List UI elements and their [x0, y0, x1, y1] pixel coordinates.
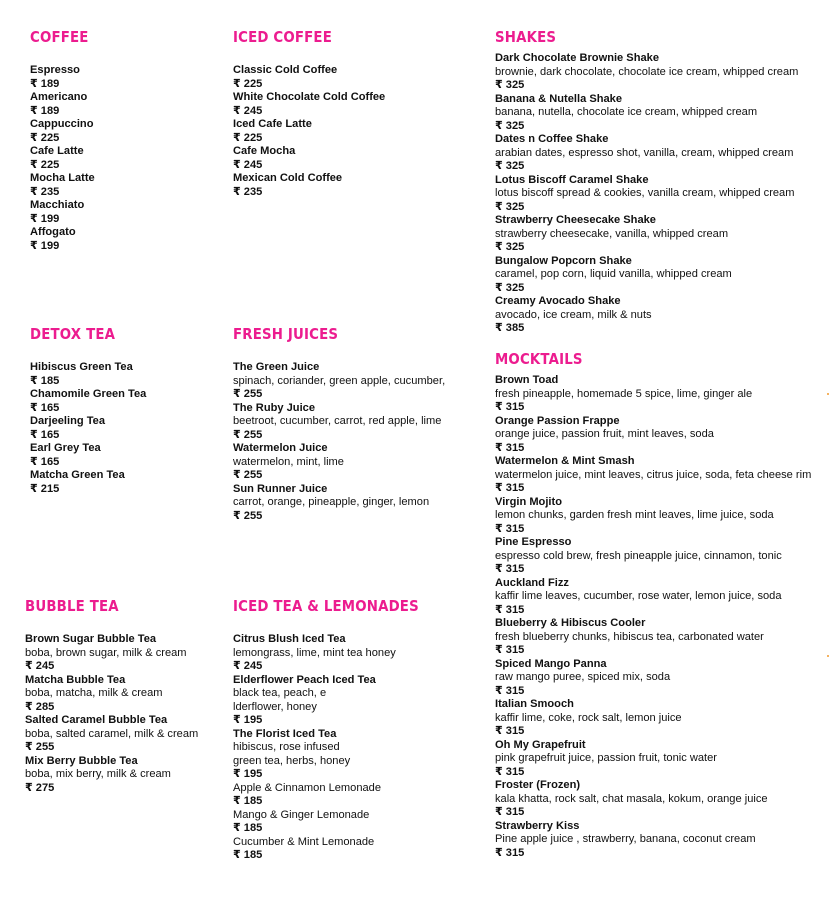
item-name: Sun Runner Juice: [233, 482, 328, 495]
item-name: Oh My Grapefruit: [495, 738, 586, 751]
menu-item: [233, 361, 445, 402]
item-price: ₹ 315: [495, 644, 525, 656]
item-list: [233, 64, 385, 199]
item-name: Citrus Blush Iced Tea: [233, 633, 346, 645]
item-description: boba, salted caramel, milk & cream: [25, 727, 199, 740]
item-name: Cappuccino: [30, 118, 94, 130]
item-name: Blueberry & Hibiscus Cooler: [495, 617, 646, 629]
item-name: Bungalow Popcorn Shake: [495, 254, 632, 267]
section-mocktails: [495, 350, 811, 860]
item-price: ₹ 199: [30, 212, 60, 225]
item-name: Salted Caramel Bubble Tea: [25, 714, 168, 726]
item-price: ₹ 195: [233, 714, 263, 726]
item-name: Elderflower Peach Iced Tea: [233, 673, 376, 686]
menu-item: [30, 172, 98, 199]
item-name: Hibiscus Green Tea: [30, 361, 133, 373]
item-description: raw mango puree, spiced mix, soda: [495, 671, 671, 683]
item-description: fresh pineapple, homemade 5 spice, lime, ginger ale: [495, 387, 753, 400]
item-price: ₹ 245: [233, 158, 263, 171]
item-price: ₹ 315: [495, 765, 525, 778]
menu-item: [495, 133, 798, 174]
item-description: boba, mix berry, milk & cream: [25, 768, 171, 780]
item-price: ₹ 165: [30, 428, 60, 441]
item-price: ₹ 315: [495, 603, 525, 616]
menu-item: [495, 658, 811, 699]
item-name: Apple & Cinnamon Lemonade: [233, 781, 382, 794]
item-description: green tea, herbs, honey: [233, 754, 351, 767]
menu-item: [30, 118, 98, 145]
menu-item: [25, 755, 198, 796]
item-name: Auckland Fizz: [495, 576, 569, 589]
menu-item: [25, 714, 198, 755]
item-name: Brown Sugar Bubble Tea: [25, 633, 157, 645]
menu-item: [233, 145, 385, 172]
menu-item: [495, 93, 798, 134]
item-name: Matcha Green Tea: [30, 469, 125, 481]
menu-item: [233, 402, 445, 443]
item-price: ₹ 315: [495, 846, 525, 859]
item-price: ₹ 245: [25, 660, 55, 672]
menu-item: [233, 809, 449, 836]
item-price: ₹ 185: [233, 795, 263, 807]
menu-item: [495, 255, 798, 296]
item-price: ₹ 225: [233, 131, 263, 144]
section-title: BUBBLE TEA: [25, 597, 119, 615]
edge-dot: [827, 393, 829, 395]
menu-item: [30, 361, 146, 388]
item-name: Mexican Cold Coffee: [233, 172, 343, 184]
item-price: ₹ 255: [25, 741, 55, 753]
menu-item: [233, 483, 445, 524]
item-price: ₹ 325: [495, 119, 525, 132]
item-price: ₹ 315: [495, 806, 525, 818]
item-price: ₹ 225: [30, 131, 60, 144]
menu-item: [495, 820, 811, 861]
item-description: pink grapefruit juice, passion fruit, tonic water: [495, 752, 717, 764]
item-price: ₹ 165: [30, 455, 60, 468]
item-name: Cafe Latte: [30, 145, 84, 157]
item-name: Matcha Bubble Tea: [25, 673, 126, 686]
item-name: Mix Berry Bubble Tea: [25, 754, 138, 767]
section-title: FRESH JUICES: [233, 325, 339, 343]
item-price: ₹ 315: [495, 482, 525, 494]
menu-item: [495, 698, 811, 739]
item-name: Earl Grey Tea: [30, 442, 101, 454]
item-list: [495, 52, 798, 336]
item-description: lotus biscoff spread & cookies, vanilla cream, whipped cream: [495, 187, 795, 199]
item-name: Strawberry Kiss: [495, 819, 580, 832]
item-list: [233, 633, 449, 863]
item-list: [233, 361, 445, 523]
menu-item: [495, 295, 798, 336]
item-price: ₹ 315: [495, 401, 525, 413]
item-name: Watermelon Juice: [233, 442, 328, 454]
item-price: ₹ 235: [30, 185, 60, 198]
menu-item: [30, 442, 146, 469]
item-description: watermelon juice, mint leaves, citrus juice, soda, feta cheese rim: [495, 468, 812, 481]
item-name: Lotus Biscoff Caramel Shake: [495, 173, 649, 186]
item-description: kaffir lime leaves, cucumber, rose water, lemon juice, soda: [495, 590, 782, 602]
item-price: ₹ 215: [30, 482, 60, 495]
item-price: ₹ 185: [233, 849, 263, 861]
item-list: [25, 633, 198, 795]
menu-item: [495, 779, 811, 820]
item-description: lderflower, honey: [233, 700, 317, 713]
item-description: espresso cold brew, fresh pineapple juice, cinnamon, tonic: [495, 549, 782, 562]
item-name: Virgin Mojito: [495, 495, 562, 508]
item-name: Orange Passion Frappe: [495, 414, 620, 427]
section-title: SHAKES: [495, 28, 557, 46]
item-price: ₹ 325: [495, 160, 525, 172]
item-price: ₹ 285: [25, 700, 55, 713]
menu-item: [30, 226, 98, 253]
section-iced-tea-lemonades: [233, 597, 449, 863]
section-shakes: [495, 28, 798, 336]
menu-item: [233, 782, 449, 809]
item-price: ₹ 325: [495, 241, 525, 253]
item-name: Strawberry Cheesecake Shake: [495, 214, 656, 226]
menu-item: [495, 374, 811, 415]
item-description: boba, brown sugar, milk & cream: [25, 646, 187, 659]
item-name: Watermelon & Mint Smash: [495, 455, 635, 467]
item-price: ₹ 385: [495, 322, 525, 334]
item-name: Cucumber & Mint Lemonade: [233, 835, 375, 848]
item-price: ₹ 275: [25, 781, 55, 794]
item-description: strawberry cheesecake, vanilla, whipped cream: [495, 227, 729, 240]
menu-item: [495, 739, 811, 780]
item-list: [495, 374, 811, 860]
section-title: MOCKTAILS: [495, 350, 583, 368]
item-name: Dark Chocolate Brownie Shake: [495, 52, 659, 64]
item-price: ₹ 245: [233, 104, 263, 117]
item-price: ₹ 325: [495, 200, 525, 213]
item-list: [30, 361, 146, 496]
menu-item: [495, 536, 811, 577]
item-price: ₹ 189: [30, 104, 60, 117]
item-price: ₹ 315: [495, 522, 525, 535]
item-description: brownie, dark chocolate, chocolate ice cream, whipped cream: [495, 65, 799, 78]
item-description: fresh blueberry chunks, hibiscus tea, carbonated water: [495, 630, 764, 643]
menu-item: [233, 633, 449, 674]
item-description: boba, matcha, milk & cream: [25, 687, 163, 699]
item-price: ₹ 315: [495, 441, 525, 454]
item-name: The Florist Iced Tea: [233, 727, 337, 740]
menu-item: [25, 674, 198, 715]
item-price: ₹ 325: [495, 281, 525, 294]
menu-item: [495, 496, 811, 537]
item-price: ₹ 315: [495, 684, 525, 697]
item-name: Dates n Coffee Shake: [495, 133, 609, 145]
menu-item: [495, 214, 798, 255]
item-name: Classic Cold Coffee: [233, 64, 338, 76]
menu-item: [233, 64, 385, 91]
item-price: ₹ 185: [30, 374, 60, 387]
item-description: caramel, pop corn, liquid vanilla, whipped cream: [495, 268, 732, 280]
item-price: ₹ 255: [233, 469, 263, 481]
item-description: Pine apple juice , strawberry, banana, coconut cream: [495, 833, 756, 845]
menu-item: [233, 91, 385, 118]
menu-item: [495, 52, 798, 93]
item-price: ₹ 315: [495, 725, 525, 737]
item-price: ₹ 195: [233, 768, 263, 780]
item-price: ₹ 325: [495, 79, 525, 91]
item-price: ₹ 255: [233, 388, 263, 400]
item-name: Italian Smooch: [495, 698, 574, 710]
item-price: ₹ 315: [495, 563, 525, 575]
item-price: ₹ 185: [233, 822, 263, 834]
menu-item: [30, 388, 146, 415]
section-iced-coffee: [233, 28, 385, 199]
menu-item: [495, 577, 811, 618]
item-description: orange juice, passion fruit, mint leaves, soda: [495, 428, 714, 440]
item-name: Iced Cafe Latte: [233, 118, 312, 130]
item-price: ₹ 235: [233, 185, 263, 198]
item-price: ₹ 245: [233, 660, 263, 672]
item-description: kaffir lime, coke, rock salt, lemon juice: [495, 711, 682, 724]
section-title: ICED TEA & LEMONADES: [233, 597, 419, 615]
menu-item: [495, 415, 811, 456]
item-price: ₹ 255: [233, 428, 263, 441]
section-coffee: [30, 28, 98, 253]
item-name: Cafe Mocha: [233, 145, 296, 157]
menu-item: [233, 172, 385, 199]
section-bubble-tea: [25, 597, 198, 795]
item-name: Banana & Nutella Shake: [495, 92, 623, 105]
menu-item: [495, 455, 811, 496]
item-name: The Ruby Juice: [233, 401, 315, 414]
item-name: Macchiato: [30, 199, 85, 211]
item-name: Froster (Frozen): [495, 779, 581, 791]
item-description: lemongrass, lime, mint tea honey: [233, 646, 396, 659]
item-description: kala khatta, rock salt, chat masala, kokum, orange juice: [495, 792, 768, 805]
item-name: The Green Juice: [233, 361, 320, 373]
item-name: Brown Toad: [495, 374, 559, 386]
item-description: lemon chunks, garden fresh mint leaves, lime juice, soda: [495, 509, 774, 521]
item-name: Mocha Latte: [30, 172, 95, 184]
menu-item: [30, 64, 98, 91]
section-title: ICED COFFEE: [233, 28, 332, 46]
section-fresh-juices: [233, 325, 445, 523]
item-name: Affogato: [30, 226, 76, 238]
menu-item: [233, 118, 385, 145]
section-title: COFFEE: [30, 28, 89, 46]
item-description: carrot, orange, pineapple, ginger, lemon: [233, 496, 430, 508]
edge-dot: [827, 655, 829, 657]
item-price: ₹ 255: [233, 509, 263, 522]
item-name: Pine Espresso: [495, 536, 572, 548]
item-description: banana, nutella, chocolate ice cream, whipped cream: [495, 106, 758, 118]
item-list: [30, 64, 98, 253]
item-description: arabian dates, espresso shot, vanilla, cream, whipped cream: [495, 146, 794, 159]
menu-item: [25, 633, 198, 674]
item-name: Spiced Mango Panna: [495, 657, 607, 670]
item-price: ₹ 225: [30, 158, 60, 171]
item-name: Espresso: [30, 64, 80, 76]
menu-item: [30, 199, 98, 226]
item-name: Creamy Avocado Shake: [495, 295, 621, 307]
item-name: Darjeeling Tea: [30, 415, 106, 427]
menu-item: [30, 415, 146, 442]
section-detox-tea: [30, 325, 146, 496]
item-price: ₹ 225: [233, 77, 263, 90]
menu-item: [233, 674, 449, 728]
menu-item: [30, 145, 98, 172]
item-description: black tea, peach, e: [233, 687, 327, 699]
menu-item: [495, 174, 798, 215]
item-name: Chamomile Green Tea: [30, 388, 147, 400]
item-description: hibiscus, rose infused: [233, 741, 340, 753]
menu-item: [233, 836, 449, 863]
item-description: watermelon, mint, lime: [233, 455, 344, 468]
menu-item: [495, 617, 811, 658]
section-title: DETOX TEA: [30, 325, 116, 343]
item-price: ₹ 199: [30, 239, 60, 252]
item-price: ₹ 189: [30, 77, 60, 90]
menu-item: [30, 91, 98, 118]
item-name: Americano: [30, 91, 88, 103]
item-price: ₹ 165: [30, 401, 60, 414]
menu-item: [30, 469, 146, 496]
menu-item: [233, 442, 445, 483]
item-description: avocado, ice cream, milk & nuts: [495, 308, 652, 321]
item-description: spinach, coriander, green apple, cucumber,: [233, 374, 446, 387]
item-name: White Chocolate Cold Coffee: [233, 91, 386, 103]
item-description: beetroot, cucumber, carrot, red apple, lime: [233, 415, 442, 427]
item-name: Mango & Ginger Lemonade: [233, 808, 370, 821]
menu-item: [233, 728, 449, 782]
